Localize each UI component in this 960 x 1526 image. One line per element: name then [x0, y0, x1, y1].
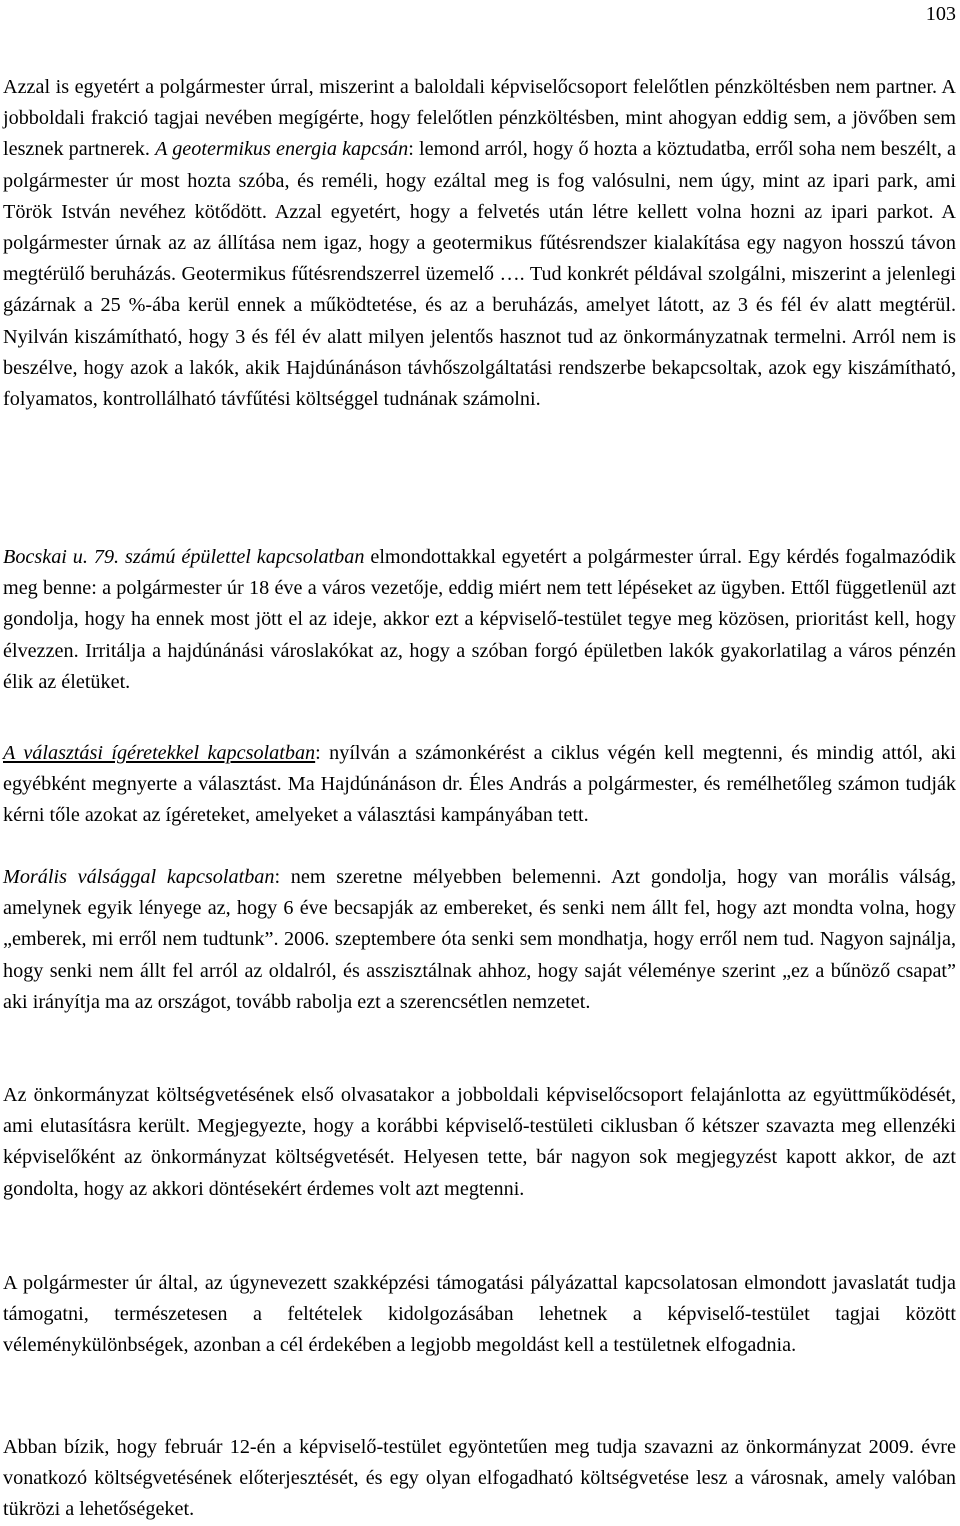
paragraph-bocskai	[3, 542, 956, 698]
italic-underlined-topic-heading: A választási ígéretekkel kapcsolatban	[3, 742, 316, 764]
paragraph-geothermal	[3, 72, 956, 415]
paragraph-vocational-grant: A polgármester úr által, az úgynevezett szakképzési támogatási pályázattal kapcsolatosan elmondott javaslatát tudja támogatni, természetesen a feltételek kidolgozásában lehetnek a képviselő-testület tagjai között véleménykülönbségek, azonban a cél érdekében a legjobb megoldást kell a testületnek elfogadnia.	[3, 1272, 956, 1357]
paragraph-text: elmondottakkal egyetért a polgármester úrral. Egy kérdés fogalmazódik meg benne: a polgármester úr 18 éve a város vezetője, eddig miért nem tett lépéseket az ügyben. Ettől függetlenül azt gondolja, hogy ha ennek most jött el az ideje, akkor ezt a képviselő-testület tegye meg közösen, prioritást kell, hogy élvezzen. Irritálja a hajdúnánási városlakókat az, hogy a szóban forgó épületben lakók gyakorlatilag a város pénzén élik az életüket.	[3, 546, 956, 693]
page-number: 103	[925, 3, 956, 25]
paragraph-text: : lemond arról, hogy ő hozta a köztudatba, erről soha nem beszélt, a polgármester úr most hozta szóba, és reméli, hogy ezáltal meg is fog valósulni, nem úgy, mint az ipari park, ami Török István nevéhez kötődött. Azzal egyetért, hogy a felvetés után létre kellett volna hozni az ipari parkot. A polgármester úrnak az az állítása nem igaz, hogy a geotermikus fűtésrendszer kialakítása egy nagyon hosszú távon megtérülő beruházás. Geotermikus fűtésrendszerrel üzemelő …. Tud konkrét példával szolgálni, miszerint a jelenlegi gázárnak a 25 %-ába kerül ennek a működtetése, és az a beruházás, amelyet látott, az 3 és fél év alatt megtérül. Nyilván kiszámítható, hogy 3 és fél év alatt milyen jelentős hasznot tud az önkormányzatnak termelni. Arról nem is beszélve, hogy azok a lakók, akik Hajdúnánáson távhőszolgáltatási rendszerbe bekapcsoltak, azok egy kiszámítható, folyamatos, kontrollálható távfűtési költséggel tudnának számolni.	[3, 138, 957, 411]
italic-topic-heading: A geotermikus energia kapcsán	[155, 138, 409, 161]
italic-topic-heading: Morális válsággal kapcsolatban	[3, 866, 275, 888]
paragraph-budget: Az önkormányzat költségvetésének első olvasatakor a jobboldali képviselőcsoport felajánlotta az együttműködését, ami elutasításra került. Megjegyezte, hogy a korábbi képviselő-testületi ciklusban ő kétszer szavazta meg ellenzéki képviselőként az önkormányzat költségvetését. Helyesen tette, bár nagyon sok megjegyzést kapott akkor, de azt gondolta, hogy az akkori döntésekért érdemes volt azt megtenni.	[3, 1084, 956, 1200]
paragraph-moral-crisis	[3, 862, 956, 1018]
paragraph-february-vote: Abban bízik, hogy február 12-én a képviselő-testület egyöntetűen meg tudja szavazni az önkormányzat 2009. évre vonatkozó költségvetésének előterjesztését, és egy olyan elfogadható költségvetése lesz a városnak, amely valóban tükrözi a lehetőségeket.	[3, 1436, 956, 1521]
italic-topic-heading: Bocskai u. 79. számú épülettel kapcsolatban	[3, 546, 365, 568]
paragraph-text: : nyílván a számonkérést a ciklus végén kell megtenni, és mindig attól, aki egyébként megnyerte a választást. Ma Hajdúnánáson dr. Éles András a polgármester, és remélhetőleg számon tudják kérni tőle azokat az ígéreteket, amelyeket a választási kampányában tett.	[3, 742, 957, 827]
paragraph-text: : nem szeretne mélyebben belemenni. Azt gondolja, hogy van morális válság, amelynek egyik lényege az, hogy 6 éve becsapják az embereket, és senki nem állt fel, hogy azt mondta volna, hogy „emberek, mi erről nem tudtunk”. 2006. szeptembere óta senki sem mondhatja, hogy erről nem tud. Nagyon sajnálja, hogy senki nem állt fel arról az oldalról, és asszisztálnak ahhoz, hogy saját véleménye szerint „ez a bűnöző csapat” aki irányítja ma az országot, tovább rabolja ezt a szerencsétlen nemzetet.	[3, 866, 957, 1013]
paragraph-text: Azzal is egyetért a polgármester úrral, miszerint a baloldali képviselőcsoport felelőtlen pénzköltésben nem partner. A jobboldali frakció tagjai nevében megígérte, hogy felelőtlen pénzköltésben, mint ahogyan eddig sem, a jövőben sem lesznek partnerek.	[3, 76, 956, 161]
paragraph-election-promises	[3, 738, 956, 832]
